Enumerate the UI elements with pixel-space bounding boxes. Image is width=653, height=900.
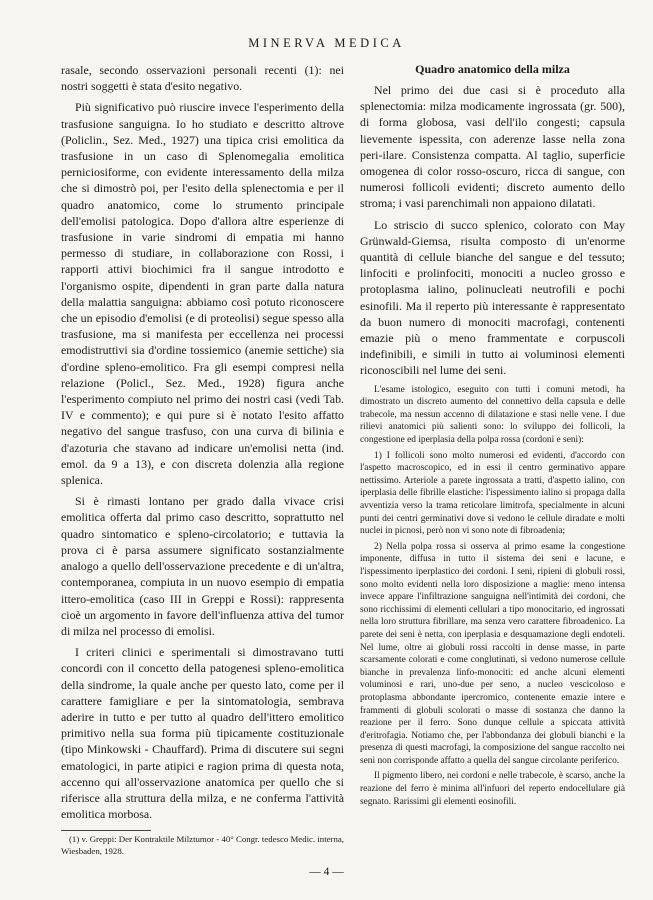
right-column <box>360 62 625 811</box>
left-column <box>61 62 344 857</box>
footnote: (1) v. Greppi: Der Kontraktile Milztumor - 40° Congr. tedesco Medic. interna, Wiesbaden, 1928. <box>61 834 344 856</box>
footnote-divider <box>61 830 151 831</box>
body-paragraph: rasale, secondo osservazioni personali recenti (1): nei nostri soggetti è stata d'esito negativo. <box>61 63 344 94</box>
page-number: — 4 — <box>309 866 344 878</box>
small-print-paragraph: 1) I follicoli sono molto numerosi ed evidenti, d'accordo con l'aspetto macroscopico, ed in essi il centro germinativo appare nettissimo. Arteriole a parete ingrossata a tratti, d'aspetto ialino, con iperplasia delle fibrille elastiche: l'ispessimento ialino si propaga dalla avventizia verso la trama reticolare limitrofa, specialmente in alcuni punti dei centri germinativi dove si vedono le cellule diradate e molti nuclei in picnosi, però non vi sono note di fibroadenia; <box>360 450 625 537</box>
small-print-paragraph: L'esame istologico, eseguito con tutti i comuni metodi, ha dimostrato un discreto aumento del connettivo della capsula e delle trabecole, ma nessun accenno di dilatazione e stasi nelle vene. I due rilievi anatomici più salienti sono: lo sviluppo dei follicoli, la congestione ed iperplasia della polpa rossa (cordoni e seni): <box>360 384 625 446</box>
small-print-paragraph: Il pigmento libero, nei cordoni e nelle trabecole, è scarso, anche la reazione del ferro è minima all'infuori del reperto endocellulare già segnato. Rarissimi gli elementi eosinofili. <box>360 771 625 807</box>
small-print-paragraph: 2) Nella polpa rossa si osserva al primo esame la congestione imponente, diffusa in tutto il sistema dei seni e lacune, e l'ispessimento iperplastico dei cordoni. I seni, ripieni di globuli rossi, sono molto evidenti nella loro disposizione a maglie: meno intensa invece appare l'infiltrazione sanguigna nell'intimità dei cordoni, che sono ricchissimi di elementi cellulari a tipo monocitario, ed ingrossati nella loro struttura fibrillare, ma senza vero carattere fibroadenico. La parete dei seni è netta, con iperplasia e desquamazione degli endoteli. Nel lume, oltre ai globuli rossi raccolti in dense masse, in parte scarsamente colorati e come conglutinati, si vedono numerose cellule bianche in prevalenza linfo-monociti: ed anche alcuni elementi voluminosi e rari, uno-due per seno, a nucleo vescicoloso e protoplasma abbondante ipercromico, contenente emazie intere e frammenti di globuli scolorati o masse di sostanza che danno la reazione per il ferro. Sono dunque cellule a spiccata attività d'eritrofagia. Notiamo che, per l'abbondanza dei globuli bianchi e la presenza di questi macrofagi, la composizione del sangue raccolto nei seni non corrisponde affatto a quella del sangue circolante periferico. <box>360 541 625 766</box>
body-paragraph: Lo striscio di succo splenico, colorato con May Grünwald-Giemsa, risulta composto di un'enorme quantità di cellule bianche del sangue e del tessuto; linfociti e prolinfociti, monociti a nucleo grosso e protoplasma ialino, polinucleati neutrofili e pochi esinofili. Ma il reperto più interessante è rappresentato da buon numero di monociti macrofagi, contenenti emazie più o meno frammentate e corpuscoli indefinibili, e simili in tutto ai voluminosi elementi riconoscibili nel lume dei seni. <box>360 217 625 378</box>
section-title: Quadro anatomico della milza <box>415 62 570 76</box>
body-paragraph: Più significativo può riuscire invece l'esperimento della trasfusione sanguigna. Io ho studiato e descritto altrove (Policlin., Sez. Med., 1927) una tipica crisi emolitica da trasfusione in un caso di Splenomegalia emolitica perniciosiforme, con evidente interessamento della milza che si dimostrò poi, per l'esito della splenectomia e per il quadro anatomico, come lo strumento principale dell'emolisi patologica. Dopo d'allora altre esperienze di trasfusione in varie sindromi di empatia mi hanno permesso di studiare, in collaborazione con Rossi, i rapporti attivi biochimici fra il sangue introdotto e l'organismo ospite, dipendenti in gran parte dalla natura della malattia sanguigna: abbiamo così potuto riconoscere che un episodio d'emolisi (e di proteolisi) segue spesso alla trasfusione, ma si manifesta per eccellenza nei processi emodistruttivi sia d'ordine tossiemico (anemie settiche) sia d'ordine spleno-emolitico. Fra gli esempi compresi nella relazione (Policl., Sez. Med., 1928) figura anche l'esperimento compiuto nel primo dei nostri casi (vedi Tab. IV e commento); e qui pure si è notato l'esito affatto negativo del sangue trasfuso, con una curva di bilinia e d'azoturia che stavano ad indicare un'emolisi netta (ind. emol. da 9 a 13), e con discreta dolenzia alla regione splenica. <box>61 100 344 488</box>
body-paragraph: I criteri clinici e sperimentali si dimostravano tutti concordi con il concetto della patogenesi spleno-emolitica della sindrome, la quale anche per questo lato, come per il carattere famigliare e per la sintomatologia, sembrava aderire in tutto e per tutto al quadro dell'ittero emolitico primitivo nella sua forma più tipicamente costituzionale (tipo Minkowski - Chauffard). Prima di discutere sui segni ematologici, in parte atipici e ragion prima di questa nota, accenno qui all'osservazione anatomica per quello che si riferisce alla struttura della milza, e ne conferma l'attività emolitica morbosa. <box>61 645 344 822</box>
running-header: MINERVA MEDICA <box>248 36 405 50</box>
body-paragraph: Nel primo dei due casi si è proceduto alla splenectomia: milza modicamente ingrossata (gr. 500), di forma globosa, vasi dell'ilo congesti; capsula lievemente ispessita, con aderenze lasse nella zona peri-ilare. Consistenza compatta. Al taglio, superficie omogenea di color rosso-oscuro, ricca di sangue, con numerosi follicoli evidenti; discreto aumento dello stroma; i vasi parenchimali non appaiono dilatati. <box>360 83 625 211</box>
body-paragraph: Si è rimasti lontano per grado dalla vivace crisi emolitica offerta dal primo caso descritto, soprattutto nel quadro sintomatico e spleno-circolatorio; e tuttavia la prova ci è parsa assumere significato sostanzialmente analogo a quello dell'osservazione precedente e di un'altra, contemporanea, compiuta in un nuovo esempio di empatia ittero-emolitica (caso III in Greppi e Rossi): rappresenta cioè un argomento in favore dell'influenza attiva del tumor di milza nel processo di emolisi. <box>61 494 344 638</box>
